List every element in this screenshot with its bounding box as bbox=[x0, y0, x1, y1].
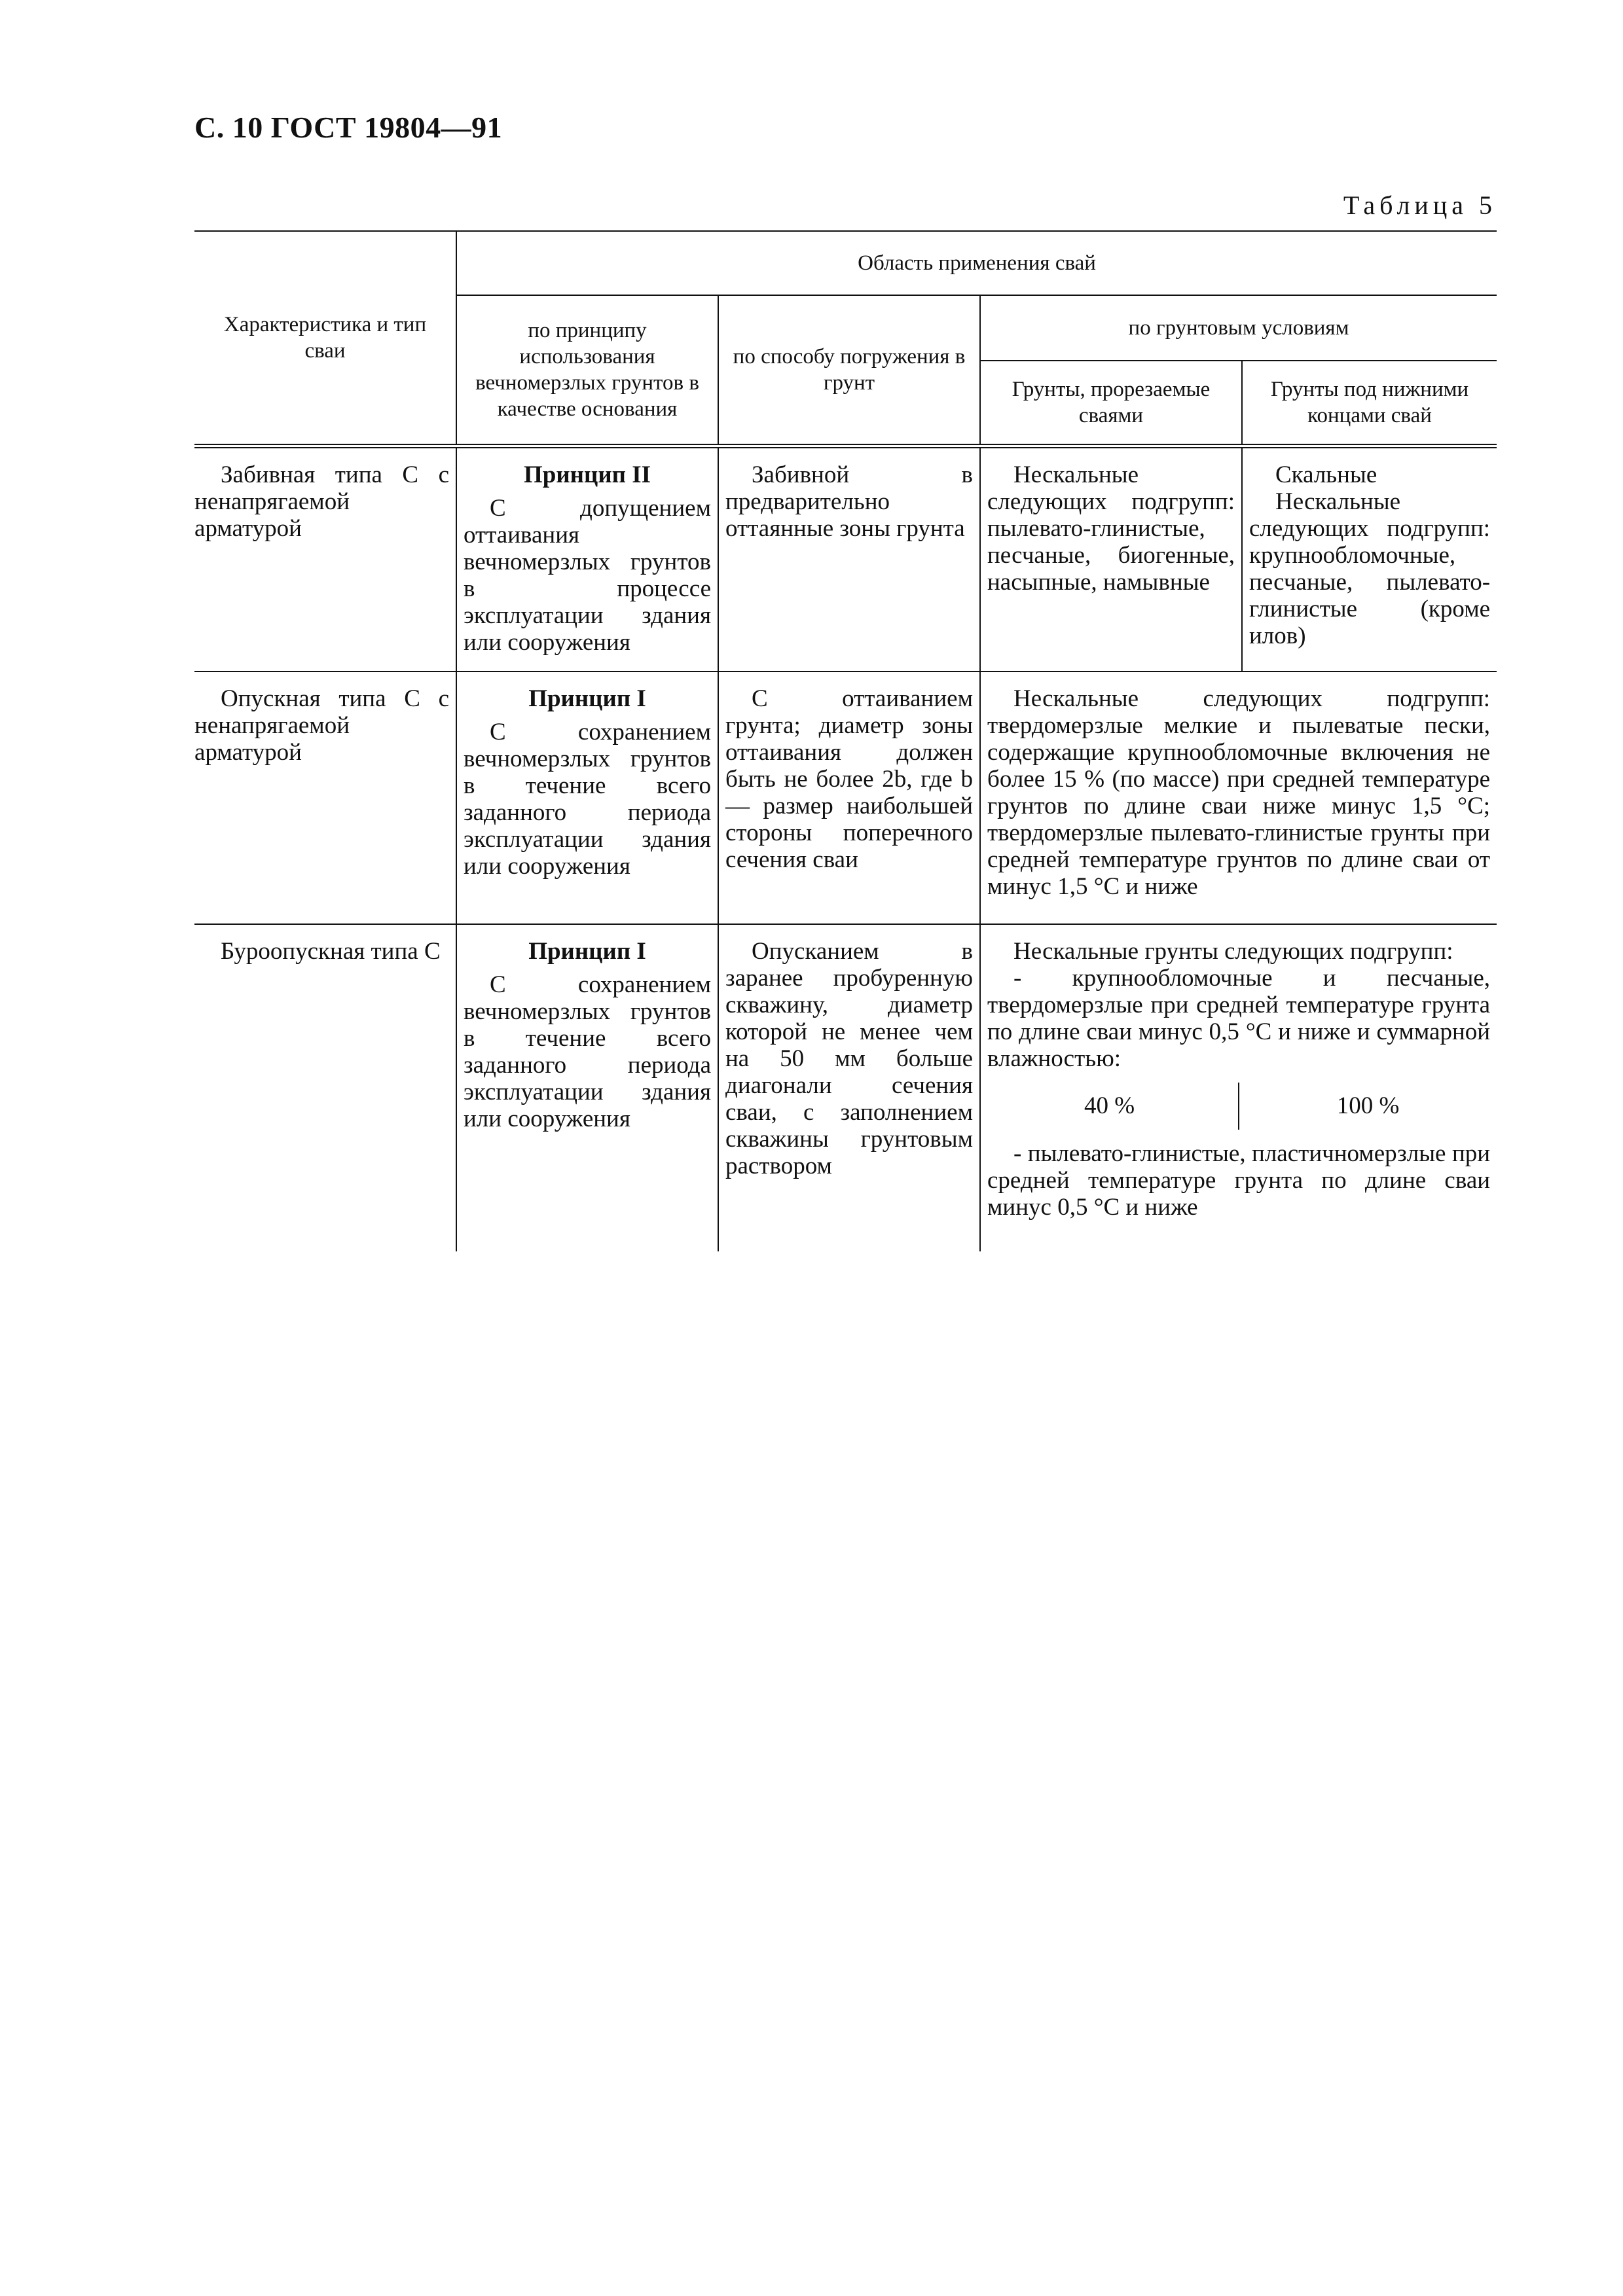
header-type: Характеристика и тип сваи bbox=[194, 231, 456, 446]
row1-soils-cut: Нескальные следующих подгрупп: пылевато-глинистые, песчаные, биогенные, насыпные, намывные bbox=[980, 446, 1242, 672]
row1-method: Забивной в предварительно оттаянные зоны грунта bbox=[718, 446, 980, 672]
page-header: С. 10 ГОСТ 19804—91 bbox=[194, 111, 503, 144]
header-soils-cut: Грунты, прорезаемые сваями bbox=[980, 361, 1242, 446]
header-soils-end: Грунты под нижними концами свай bbox=[1242, 361, 1497, 446]
table-caption: Таблица 5 bbox=[1343, 190, 1497, 220]
row3-principle: Принцип I С сохранением вечномерзлых грунтов в течение всего заданного периода эксплуатации здания или сооружения bbox=[456, 924, 718, 1251]
header-soil-conditions: по грунтовым условиям bbox=[980, 295, 1497, 361]
row1-soils-end: Скальные Нескальные следующих подгрупп: крупнообломочные, песчаные, пылевато-глинистые (кроме илов) bbox=[1242, 446, 1497, 672]
moisture-split bbox=[981, 1083, 1497, 1130]
moisture-value-1: 40 % bbox=[981, 1083, 1239, 1130]
row2-method: С оттаиванием грунта; диаметр зоны оттаивания должен быть не более 2b, где b — размер наибольшей стороны поперечного сечения сваи bbox=[718, 672, 980, 924]
pile-application-table bbox=[194, 230, 1497, 1251]
row2-principle: Принцип I С сохранением вечномерзлых грунтов в течение всего заданного периода эксплуатации здания или сооружения bbox=[456, 672, 718, 924]
header-method: по способу погружения в грунт bbox=[718, 295, 980, 446]
row3-type: Буроопускная типа С bbox=[221, 937, 441, 965]
row3-method: Опусканием в заранее пробуренную скважину, диаметр которой не менее чем на 50 мм больше диагонали сечения сваи, с заполнением скважины грунтовым раствором bbox=[718, 924, 980, 1251]
header-application-area: Область применения свай bbox=[456, 231, 1497, 295]
header-principle: по принципу использования вечномерзлых грунтов в качестве основания bbox=[456, 295, 718, 446]
row2-soils: Нескальные следующих подгрупп: твердомерзлые мелкие и пылеватые пески, содержащие крупнообломочные включения не более 15 % (по массе) при средней температуре грунтов по длине сваи ниже минус 1,5 °С; твердомерзлые пылевато-глинистые грунты при средней температуре грунтов по длине сваи от минус 1,5 °С и ниже bbox=[980, 672, 1497, 924]
row3-soils: Нескальные грунты следующих подгрупп: - крупнообломочные и песчаные, твердомерзлые при средней температуре грунта по длине сваи минус 0,5 °С и ниже и суммарной влажностью: 40 % 100 % - пылевато-глинистые, пластичномерзлые при средней температуре грунта по длине сваи минус 0,5 °С и ниже bbox=[980, 924, 1497, 1251]
row1-principle: Принцип II С допущением оттаивания вечномерзлых грунтов в процессе эксплуатации здания или сооружения bbox=[456, 446, 718, 672]
moisture-value-2: 100 % bbox=[1336, 1092, 1400, 1119]
row1-type: Забивная типа С с ненапрягаемой арматурой bbox=[194, 446, 456, 672]
row2-type: Опускная типа С с ненапрягаемой арматурой bbox=[194, 672, 456, 924]
